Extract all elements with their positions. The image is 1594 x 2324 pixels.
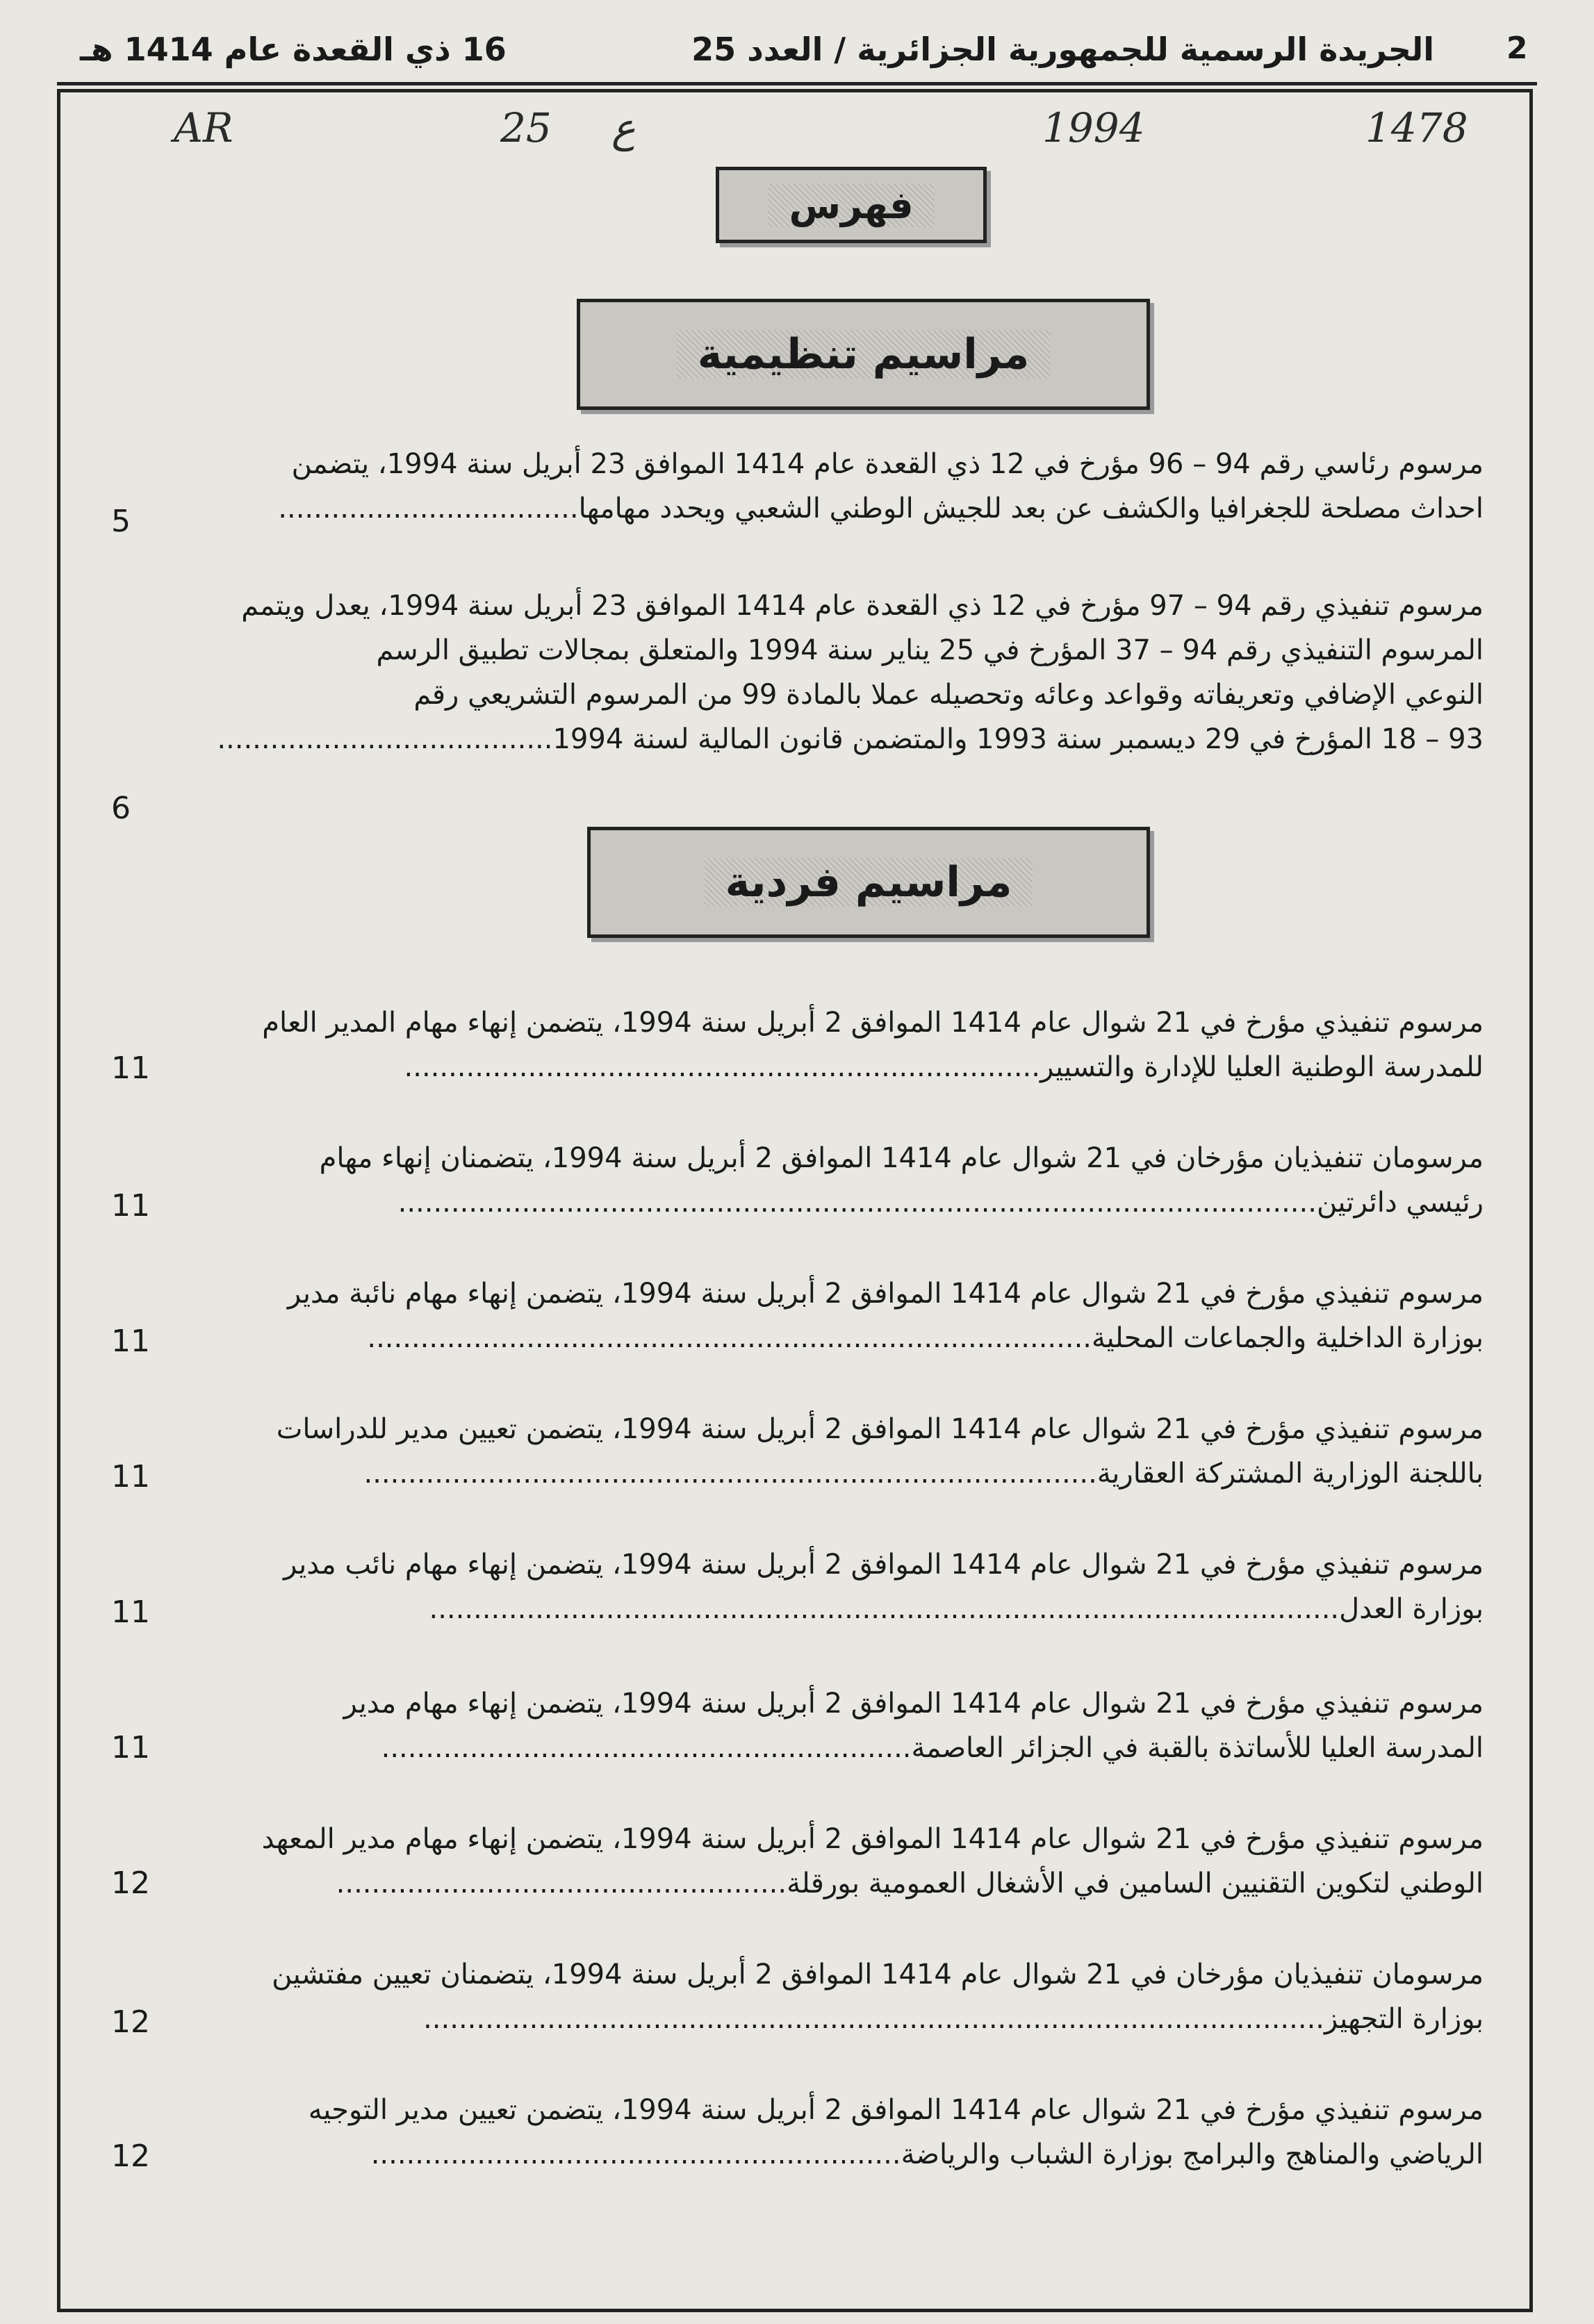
entry-line: المدرسة العليا للأساتذة بالقبة في الجزائر العاصمة............................................................ bbox=[381, 1732, 1484, 1764]
entry-line: مرسوم تنفيذي رقم 94 – 97 مؤرخ في 12 ذي القعدة عام 1414 الموافق 23 أبريل سنة 1994، يعدل ويتمم bbox=[241, 590, 1484, 622]
toc-entry bbox=[174, 1817, 1484, 1906]
entry-line: بوزارة العدل....................................................................................................... bbox=[429, 1593, 1484, 1625]
entry-line: مرسوم تنفيذي مؤرخ في 21 شوال عام 1414 الموافق 2 أبريل سنة 1994، يتضمن إنهاء مهام نائبة مدير bbox=[287, 1278, 1484, 1310]
entry-line: بوزارة الداخلية والجماعات المحلية.................................................................................. bbox=[367, 1322, 1484, 1354]
gazette-title: الجريدة الرسمية للجمهورية الجزائرية / العدد 25 bbox=[691, 31, 1434, 68]
index-title-box bbox=[716, 167, 987, 243]
toc-entry bbox=[174, 1000, 1484, 1089]
entry-line: مرسومان تنفيذيان مؤرخان في 21 شوال عام 1414 الموافق 2 أبريل سنة 1994، يتضمنان إنهاء مهام bbox=[319, 1142, 1484, 1174]
entry-line: مرسوم تنفيذي مؤرخ في 21 شوال عام 1414 الموافق 2 أبريل سنة 1994، يتضمن تعيين مدير للدراسات bbox=[276, 1413, 1484, 1445]
entry-page-number: 11 bbox=[111, 1324, 150, 1359]
section-title-regulatory: مراسيم تنظيمية bbox=[677, 330, 1051, 379]
entry-page-number: 11 bbox=[111, 1594, 150, 1630]
entry-page-number: 11 bbox=[111, 1459, 150, 1494]
entry-page-number: 12 bbox=[111, 2004, 150, 2040]
index-title: فهرس bbox=[768, 183, 934, 227]
toc-entry bbox=[174, 1952, 1484, 2041]
page-number: 2 bbox=[1506, 31, 1528, 66]
entry-line: الرياضي والمناهج والبرامج بوزارة الشباب والرياضة............................................................ bbox=[370, 2138, 1484, 2170]
handwritten-note-b: 25 bbox=[500, 104, 552, 151]
header-rule bbox=[57, 82, 1537, 85]
entry-line: مرسومان تنفيذيان مؤرخان في 21 شوال عام 1414 الموافق 2 أبريل سنة 1994، يتضمنان تعيين مفتشين bbox=[272, 1959, 1484, 1991]
entry-line: المرسوم التنفيذي رقم 94 – 37 المؤرخ في 25 يناير سنة 1994 والمتعلق بمجالات تطبيق الرسم bbox=[376, 634, 1484, 666]
handwritten-note-year: 1994 bbox=[1042, 104, 1145, 151]
entry-page-number: 11 bbox=[111, 1188, 150, 1223]
entry-line: رئيسي دائرتين........................................................................................................ bbox=[397, 1187, 1484, 1219]
hijri-date: 16 ذي القعدة عام 1414 هـ bbox=[80, 31, 507, 68]
toc-entry bbox=[174, 584, 1484, 761]
entry-line: مرسوم تنفيذي مؤرخ في 21 شوال عام 1414 الموافق 2 أبريل سنة 1994، يتضمن إنهاء مهام مدير المعهد bbox=[261, 1823, 1484, 1855]
entry-page-number: 12 bbox=[111, 1865, 150, 1901]
entry-line: مرسوم رئاسي رقم 94 – 96 مؤرخ في 12 ذي القعدة عام 1414 الموافق 23 أبريل سنة 1994، يتضمن bbox=[291, 448, 1484, 480]
handwritten-note-right: 1478 bbox=[1365, 104, 1468, 151]
section-title-box-individual bbox=[587, 827, 1150, 938]
entry-line: الوطني لتكوين التقنيين السامين في الأشغال العمومية بورقلة................................................... bbox=[336, 1868, 1484, 1899]
toc-entry bbox=[174, 442, 1484, 531]
entry-line: 93 – 18 المؤرخ في 29 ديسمبر سنة 1993 والمتضمن قانون المالية لسنة 1994...................................... bbox=[217, 723, 1484, 755]
toc-entry bbox=[174, 2088, 1484, 2177]
toc-entry bbox=[174, 1542, 1484, 1631]
handwritten-note-a: ع bbox=[611, 104, 636, 151]
handwritten-note-left: AR bbox=[174, 104, 233, 151]
entry-line: مرسوم تنفيذي مؤرخ في 21 شوال عام 1414 الموافق 2 أبريل سنة 1994، يتضمن إنهاء مهام نائب مدير bbox=[284, 1549, 1484, 1581]
entry-line: للمدرسة الوطنية العليا للإدارة والتسيير........................................................................ bbox=[404, 1051, 1484, 1083]
section-title-individual: مراسيم فردية bbox=[705, 858, 1033, 907]
toc-entry bbox=[174, 1407, 1484, 1496]
entry-line: باللجنة الوزارية المشتركة العقارية................................................................................... bbox=[363, 1458, 1484, 1490]
toc-entry bbox=[174, 1136, 1484, 1225]
entry-page-number: 11 bbox=[111, 1730, 150, 1765]
entry-page-number: 11 bbox=[111, 1050, 150, 1086]
toc-entry bbox=[174, 1271, 1484, 1360]
entry-page-number: 12 bbox=[111, 2138, 150, 2174]
toc-entry bbox=[174, 1681, 1484, 1770]
entry-page-number: 6 bbox=[111, 791, 131, 826]
entry-line: مرسوم تنفيذي مؤرخ في 21 شوال عام 1414 الموافق 2 أبريل سنة 1994، يتضمن إنهاء مهام المدير العام bbox=[262, 1007, 1484, 1039]
section-title-box-regulatory bbox=[577, 299, 1150, 410]
entry-line: مرسوم تنفيذي مؤرخ في 21 شوال عام 1414 الموافق 2 أبريل سنة 1994، يتضمن تعيين مدير التوجيه bbox=[308, 2094, 1484, 2126]
entry-page-number: 5 bbox=[111, 504, 131, 539]
entry-line: احداث مصلحة للجغرافيا والكشف عن بعد للجيش الوطني الشعبي ويحدد مهامها.................................. bbox=[278, 493, 1484, 525]
entry-line: مرسوم تنفيذي مؤرخ في 21 شوال عام 1414 الموافق 2 أبريل سنة 1994، يتضمن إنهاء مهام مدير bbox=[343, 1688, 1484, 1720]
entry-line: النوعي الإضافي وتعريفاته وقواعد وعائه وتحصيله عملا بالمادة 99 من المرسوم التشريعي رقم bbox=[413, 679, 1484, 711]
entry-line: بوزارة التجهيز...................................................................................................... bbox=[423, 2003, 1484, 2035]
